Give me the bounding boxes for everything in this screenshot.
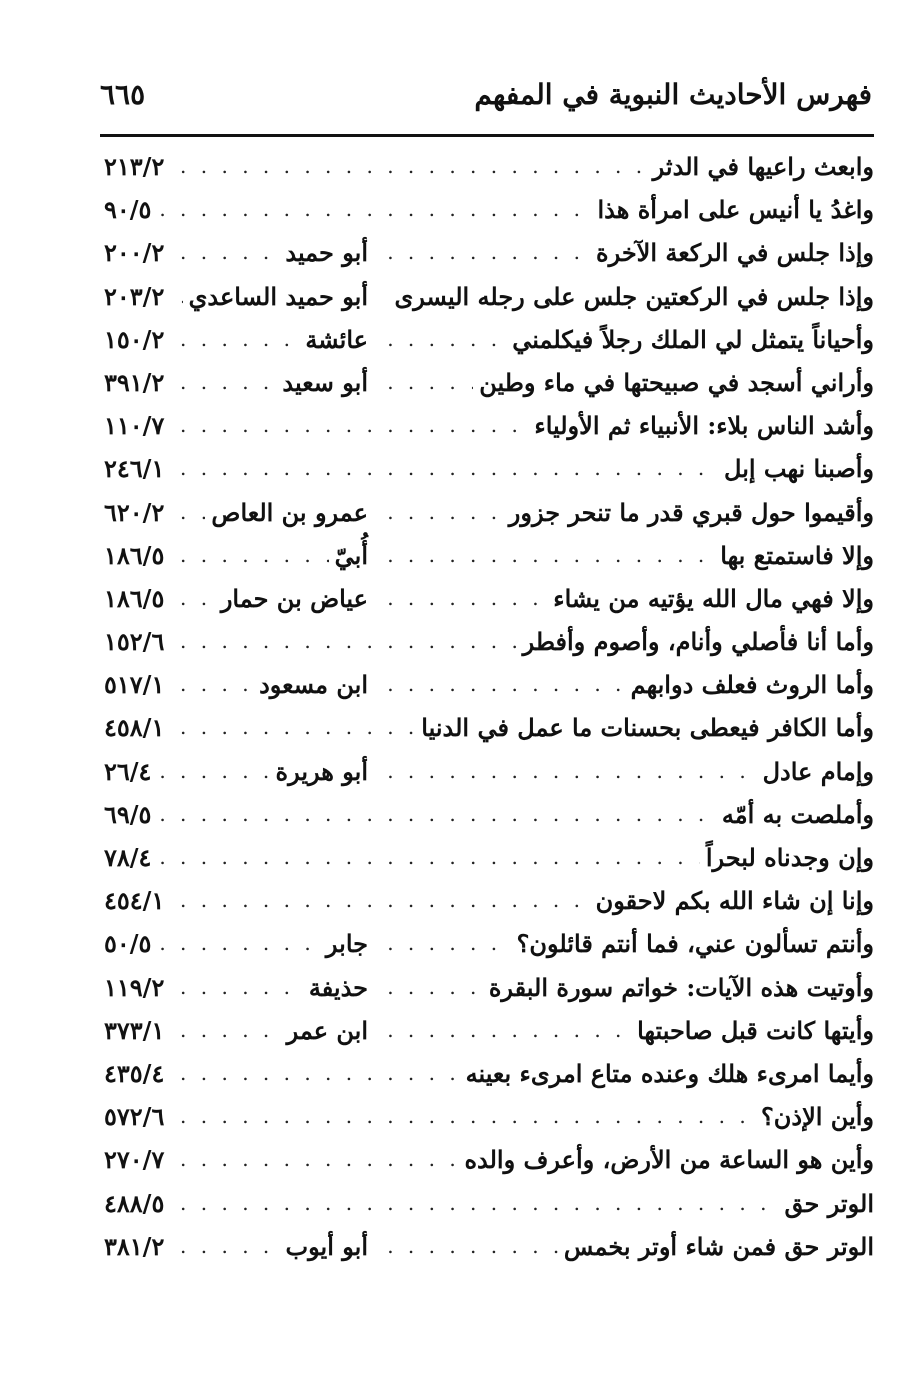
hadith-text: وأنتم تسألون عني، فما أنتم قائلون؟ bbox=[511, 922, 874, 965]
hadith-text: وأوتيت هذه الآيات: خواتم سورة البقرة bbox=[483, 966, 874, 1009]
index-entry bbox=[104, 361, 874, 404]
hadith-text: وأين الإذن؟ bbox=[755, 1095, 874, 1138]
volume-page-ref: ٥١٧/١ bbox=[104, 663, 172, 706]
volume-page-ref: ١٥٠/٢ bbox=[104, 318, 172, 361]
volume-page-ref: ٥٠/٥ bbox=[104, 922, 159, 965]
index-entry bbox=[104, 663, 874, 706]
hadith-text: وإذا جلس في الركعة الآخرة bbox=[590, 231, 874, 274]
volume-page-ref: ٣٨١/٢ bbox=[104, 1225, 172, 1268]
page-number: ٦٦٥ bbox=[100, 78, 146, 111]
index-entry bbox=[104, 836, 874, 879]
index-entry bbox=[104, 922, 874, 965]
index-entry bbox=[104, 534, 874, 577]
index-entry bbox=[104, 1138, 874, 1181]
index-list bbox=[104, 145, 874, 1268]
index-entry bbox=[104, 145, 874, 188]
volume-page-ref: ٥٧٢/٦ bbox=[104, 1095, 172, 1138]
index-entry bbox=[104, 491, 874, 534]
volume-page-ref: ٧٨/٤ bbox=[104, 836, 159, 879]
volume-page-ref: ١١٩/٢ bbox=[104, 966, 172, 1009]
index-entry bbox=[104, 793, 874, 836]
header-rule bbox=[100, 134, 874, 137]
index-entry bbox=[104, 231, 874, 274]
volume-page-ref: ٣٩١/٢ bbox=[104, 361, 172, 404]
index-entry bbox=[104, 1052, 874, 1095]
hadith-text: وإذا جلس في الركعتين جلس على رجله اليسرى bbox=[389, 275, 874, 318]
index-entry bbox=[104, 318, 874, 361]
hadith-text: وأملصت به أمّه bbox=[716, 793, 874, 836]
volume-page-ref: ٢٧٠/٧ bbox=[104, 1138, 172, 1181]
index-entry bbox=[104, 879, 874, 922]
index-entry bbox=[104, 620, 874, 663]
hadith-text: وإن وجدناه لبحراً bbox=[700, 836, 874, 879]
hadith-text: وإلا فهي مال الله يؤتيه من يشاء bbox=[547, 577, 874, 620]
volume-page-ref: ١١٠/٧ bbox=[104, 404, 172, 447]
volume-page-ref: ٤٥٨/١ bbox=[104, 706, 172, 749]
narrator: عائشة bbox=[299, 318, 374, 361]
index-entry bbox=[104, 188, 874, 231]
volume-page-ref: ٤٣٥/٤ bbox=[104, 1052, 172, 1095]
narrator: أبو حميد الساعدي bbox=[183, 275, 374, 318]
volume-page-ref: ٤٥٤/١ bbox=[104, 879, 172, 922]
index-entry bbox=[104, 1182, 874, 1225]
volume-page-ref: ٦٢٠/٢ bbox=[104, 491, 172, 534]
volume-page-ref: ٢٠٣/٢ bbox=[104, 275, 172, 318]
page-header bbox=[100, 78, 872, 128]
volume-page-ref: ٢٤٦/١ bbox=[104, 447, 172, 490]
narrator: عياض بن حمار bbox=[215, 577, 374, 620]
narrator: حذيفة bbox=[303, 966, 374, 1009]
narrator: أُبيّ bbox=[329, 534, 374, 577]
narrator: ابن عمر bbox=[281, 1009, 374, 1052]
volume-page-ref: ١٨٦/٥ bbox=[104, 534, 172, 577]
volume-page-ref: ٩٠/٥ bbox=[104, 188, 159, 231]
volume-page-ref: ٢١٣/٢ bbox=[104, 145, 172, 188]
hadith-text: الوتر حق فمن شاء أوتر بخمس bbox=[558, 1225, 874, 1268]
volume-page-ref: ٤٨٨/٥ bbox=[104, 1182, 172, 1225]
index-entry bbox=[104, 404, 874, 447]
volume-page-ref: ٣٧٣/١ bbox=[104, 1009, 172, 1052]
volume-page-ref: ١٨٦/٥ bbox=[104, 577, 172, 620]
hadith-text: وأشد الناس بلاء: الأنبياء ثم الأولياء bbox=[528, 404, 874, 447]
hadith-text: وأيما امرىء هلك وعنده متاع امرىء بعينه bbox=[460, 1052, 874, 1095]
hadith-text: وأحياناً يتمثل لي الملك رجلاً فيكلمني bbox=[506, 318, 874, 361]
index-entry bbox=[104, 1095, 874, 1138]
volume-page-ref: ٢٠٠/٢ bbox=[104, 231, 172, 274]
index-entry bbox=[104, 1009, 874, 1052]
hadith-text: وأين هو الساعة من الأرض، وأعرف والده bbox=[458, 1138, 874, 1181]
narrator: جابر bbox=[320, 922, 374, 965]
index-entry bbox=[104, 1225, 874, 1268]
index-entry bbox=[104, 966, 874, 1009]
hadith-text: وإمام عادل bbox=[757, 750, 874, 793]
hadith-text: وأيتها كانت قبل صاحبتها bbox=[631, 1009, 874, 1052]
hadith-text: وإلا فاستمتع بها bbox=[714, 534, 874, 577]
hadith-text: وأما الكافر فيعطى بحسنات ما عمل في الدنيا bbox=[415, 706, 874, 749]
hadith-text: الوتر حق bbox=[778, 1182, 874, 1225]
hadith-text: وابعث راعيها في الدثر bbox=[647, 145, 874, 188]
narrator: عمرو بن العاص bbox=[205, 491, 374, 534]
hadith-text: وأما الروث فعلف دوابهم bbox=[625, 663, 874, 706]
narrator: أبو حميد bbox=[279, 231, 374, 274]
hadith-text: وأقيموا حول قبري قدر ما تنحر جزور bbox=[503, 491, 874, 534]
index-entry bbox=[104, 275, 874, 318]
hadith-text: وأراني أسجد في صبيحتها في ماء وطين bbox=[473, 361, 874, 404]
volume-page-ref: ١٥٢/٦ bbox=[104, 620, 172, 663]
index-entry bbox=[104, 706, 874, 749]
volume-page-ref: ٦٩/٥ bbox=[104, 793, 159, 836]
narrator: أبو هريرة bbox=[270, 750, 375, 793]
index-entry bbox=[104, 447, 874, 490]
narrator: أبو سعيد bbox=[276, 361, 374, 404]
hadith-text: وأما أنا فأصلي وأنام، وأصوم وأفطر bbox=[517, 620, 874, 663]
page-title: فهرس الأحاديث النبوية في المفهم bbox=[474, 78, 872, 111]
index-entry bbox=[104, 577, 874, 620]
narrator: أبو أيوب bbox=[280, 1225, 374, 1268]
volume-page-ref: ٢٦/٤ bbox=[104, 750, 159, 793]
narrator: ابن مسعود bbox=[253, 663, 374, 706]
hadith-text: واغدُ يا أنيس على امرأة هذا bbox=[591, 188, 874, 231]
hadith-text: وأصبنا نهب إبل bbox=[718, 447, 874, 490]
index-entry bbox=[104, 750, 874, 793]
hadith-text: وإنا إن شاء الله بكم لاحقون bbox=[590, 879, 874, 922]
